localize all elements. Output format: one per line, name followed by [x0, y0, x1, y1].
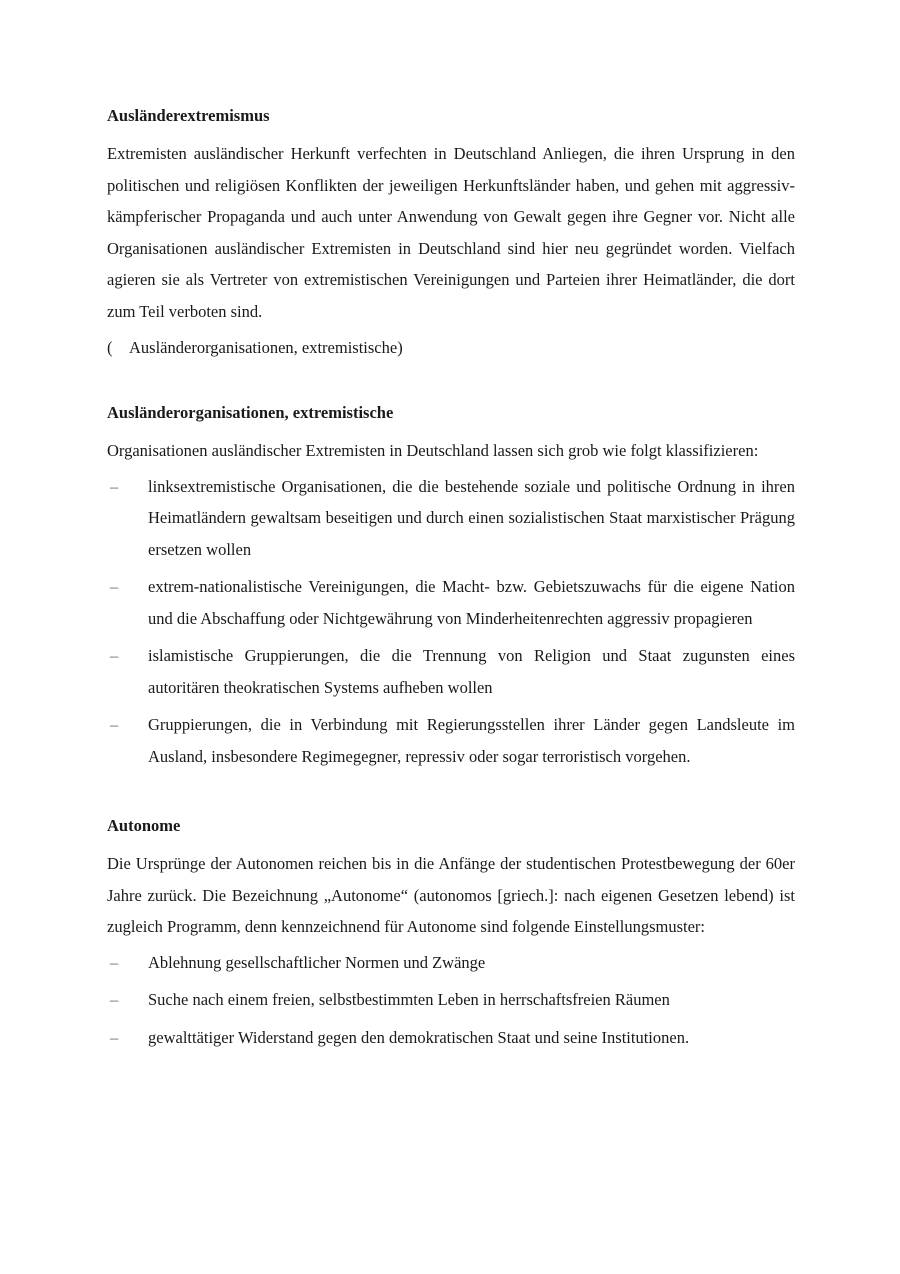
- list-item-text: gewalttätiger Widerstand gegen den demokratischen Staat und seine Institutionen.: [148, 1027, 690, 1047]
- list-item-text: islamistische Gruppierungen, die die Trennung von Religion und Staat zugunsten eines autoritären theokratischen Systems aufheben wollen: [148, 646, 795, 697]
- section-auslaenderextremismus: [107, 106, 795, 359]
- list-item-text: extrem-nationalistische Vereinigungen, die Macht- bzw. Gebietszuwachs für die eigene Nation und die Abschaffung oder Nichtgewährung von Minderheitenrechten aggressiv propagieren: [148, 577, 795, 628]
- list-item: [107, 471, 795, 566]
- list-item: [107, 947, 795, 979]
- list-item-text: Ablehnung gesellschaftlicher Normen und Zwänge: [148, 952, 486, 972]
- dash-bullet: –: [110, 715, 119, 734]
- section-title: Autonome: [107, 816, 181, 835]
- cross-reference-paren: (: [107, 338, 113, 357]
- classification-list: [107, 471, 795, 773]
- list-item: [107, 640, 795, 703]
- list-item: [107, 571, 795, 634]
- list-item: [107, 1022, 795, 1054]
- dash-bullet: –: [110, 476, 119, 496]
- section-autonome: [107, 816, 795, 1053]
- dash-bullet: –: [110, 990, 119, 1009]
- attitude-list: [107, 947, 795, 1054]
- list-item-text: Gruppierungen, die in Verbindung mit Regierungsstellen ihrer Länder gegen Landsleute im Ausland, insbesondere Regimegegner, repressiv oder sogar terroristisch vorgehen.: [148, 715, 795, 766]
- list-item-text: Suche nach einem freien, selbstbestimmten Leben in herrschaftsfreien Räumen: [148, 990, 670, 1009]
- list-item-text: linksextremistische Organisationen, die die bestehende soziale und politische Ordnung in ihren Heimatländern gewaltsam beseitigen und durch einen sozialistischen Staat marxistischer Prägung ersetzen wollen: [148, 476, 795, 559]
- section-paragraph: Organisationen ausländischer Extremisten in Deutschland lassen sich grob wie folgt klassifizieren:: [107, 441, 759, 460]
- list-item: [107, 709, 795, 772]
- cross-reference: [107, 337, 795, 359]
- dash-bullet: –: [110, 577, 119, 596]
- dash-bullet: –: [110, 952, 119, 972]
- section-paragraph: Die Ursprünge der Autonomen reichen bis in die Anfänge der studentischen Protestbewegung der 60er Jahre zurück. Die Bezeichnung „Autonome“ (autonomos [griech.]: nach eigenen Gesetzen lebend) ist zugleich Programm, denn kennzeichnend für Autonome sind folgende Einstellungsmuster:: [107, 854, 795, 936]
- section-title: Ausländerextremismus: [107, 106, 270, 125]
- cross-reference-text: Ausländerorganisationen, extremistische): [129, 338, 403, 357]
- section-title: Ausländerorganisationen, extremistische: [107, 403, 394, 422]
- dash-bullet: –: [110, 646, 119, 665]
- list-item: [107, 984, 795, 1016]
- dash-bullet: –: [110, 1027, 119, 1047]
- section-auslaenderorganisationen: [107, 403, 795, 772]
- section-paragraph: Extremisten ausländischer Herkunft verfechten in Deutschland Anliegen, die ihren Ursprung in den politischen und religiösen Konflikten der jeweiligen Herkunftsländer haben, und gehen mit aggressiv-kämpferischer Propaganda und auch unter Anwendung von Gewalt gegen ihre Gegner vor. Nicht alle Organisationen ausländischer Extremisten in Deutschland sind hier neu gegründet worden. Vielfach agieren sie als Vertreter von extremistischen Vereinigungen und Parteien ihrer Heimatländer, die dort zum Teil verboten sind.: [107, 144, 795, 321]
